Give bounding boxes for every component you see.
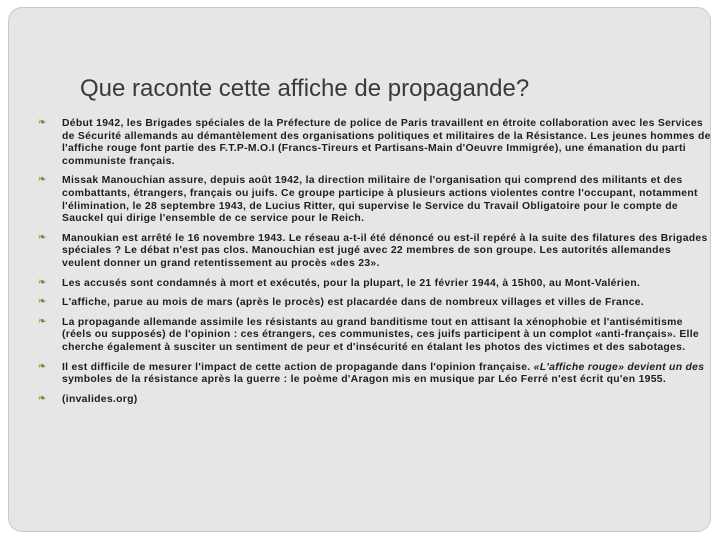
list-item-text: Manoukian est arrêté le 16 novembre 1943. Le réseau a-t-il été dénoncé ou est-il repéré à la suite des filatures des Brigades spéciales ? Le débat n'est pas clos. Manouchian est jugé avec 22 membres de son groupe. Les autorités allemandes veulent donner un grand retentissement au procès «des 23». bbox=[62, 232, 708, 269]
fleuron-bullet-icon: ❧ bbox=[38, 276, 47, 288]
fleuron-bullet-icon: ❧ bbox=[38, 174, 47, 186]
list-item-text-emphasis: «L'affiche rouge» devient un des bbox=[533, 361, 705, 373]
fleuron-bullet-icon: ❧ bbox=[38, 231, 47, 243]
list-item bbox=[38, 317, 712, 355]
list-item-text: Les accusés sont condamnés à mort et exécutés, pour la plupart, le 21 février 1944, à 15h00, au Mont-Valérien. bbox=[62, 277, 641, 289]
list-item-text: L'affiche, parue au mois de mars (après le procès) est placardée dans de nombreux villages et villes de France. bbox=[62, 297, 645, 309]
list-item bbox=[38, 297, 712, 310]
list-item bbox=[38, 278, 712, 291]
list-item-text-after: symboles de la résistance après la guerre : le poème d'Aragon mis en musique par Léo Ferré n'est écrit qu'en 1955. bbox=[62, 374, 667, 386]
fleuron-bullet-icon: ❧ bbox=[38, 296, 47, 308]
fleuron-bullet-icon: ❧ bbox=[38, 117, 47, 128]
fleuron-bullet-icon: ❧ bbox=[38, 360, 47, 372]
list-item-text: La propagande allemande assimile les résistants au grand banditisme tout en attisant la xénophobie et l'antisémitisme (réels ou supposés) de l'opinion : ces étrangers, ces communistes, ces juifs participent à un complot «anti-français». Elle cherche également à susciter un sentiment de peur et d'insécurité en étalant les photos des victimes et des sabotages. bbox=[62, 316, 699, 353]
fleuron-bullet-icon: ❧ bbox=[38, 315, 47, 327]
list-item bbox=[38, 362, 712, 387]
source-citation: (invalides.org) bbox=[62, 393, 138, 405]
list-item bbox=[38, 394, 712, 407]
list-item bbox=[38, 118, 712, 168]
bullet-list bbox=[38, 118, 712, 413]
list-item-text-before: Il est difficile de mesurer l'impact de cette action de propagande dans l'opinion française. bbox=[62, 361, 534, 373]
list-item bbox=[38, 175, 712, 225]
list-item-text: Début 1942, les Brigades spéciales de la Préfecture de police de Paris travaillent en étroite collaboration avec les Services de Sécurité allemands au démantèlement des organisations politiques et militaires de la Résistance. Les jeunes hommes de l'affiche rouge font partie des F.T.P-M.O.I (Francs-Tireurs et Partisans-Main d'Oeuvre Immigrée), une émanation du parti communiste français. bbox=[62, 118, 711, 167]
list-item-text bbox=[62, 362, 704, 386]
slide-title: Que raconte cette affiche de propagande? bbox=[80, 75, 530, 102]
list-item-text: Missak Manouchian assure, depuis août 1942, la direction militaire de l'organisation qui comprend des militants et des combattants, étrangers, français ou juifs. Ce groupe participe à plusieurs actions violentes contre l'occupant, notamment l'élimination, le 28 septembre 1943, de Lucius Ritter, qui supervise le Service du Travail Obligatoire pour le compte de Sauckel qui dirige l'ensemble de ce service pour le Reich. bbox=[62, 175, 698, 225]
list-item bbox=[38, 233, 712, 271]
fleuron-bullet-icon: ❧ bbox=[38, 392, 47, 404]
